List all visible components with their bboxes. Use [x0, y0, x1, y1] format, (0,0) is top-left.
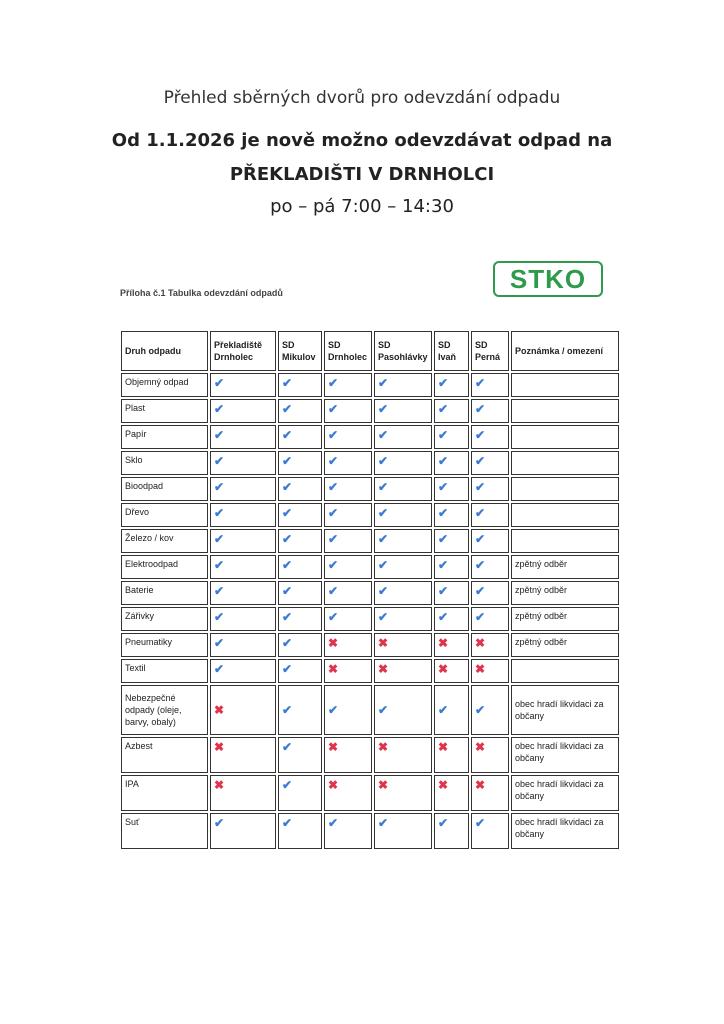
- checkmark-icon: ✔: [282, 506, 293, 520]
- availability-cell: [210, 529, 276, 553]
- header-cell: SD Ivaň: [434, 331, 469, 371]
- availability-cell: [210, 813, 276, 849]
- cross-icon: ✖: [378, 636, 389, 650]
- availability-cell: [434, 477, 469, 501]
- availability-cell: [434, 555, 469, 579]
- checkmark-icon: ✔: [475, 428, 486, 442]
- note-cell: zpětný odběr: [511, 555, 619, 579]
- checkmark-icon: ✔: [475, 454, 486, 468]
- availability-cell: [278, 581, 322, 605]
- cross-icon: ✖: [475, 662, 486, 676]
- availability-cell: [471, 581, 509, 605]
- checkmark-icon: ✔: [438, 584, 449, 598]
- table-row: [121, 813, 619, 849]
- availability-cell: [374, 425, 432, 449]
- cross-icon: ✖: [214, 778, 225, 792]
- checkmark-icon: ✔: [378, 610, 389, 624]
- checkmark-icon: ✔: [475, 558, 486, 572]
- cross-icon: ✖: [214, 740, 225, 754]
- checkmark-icon: ✔: [378, 454, 389, 468]
- availability-cell: [374, 373, 432, 397]
- waste-type-cell: Elektroodpad: [121, 555, 208, 579]
- checkmark-icon: ✔: [378, 480, 389, 494]
- availability-cell: [278, 425, 322, 449]
- checkmark-icon: ✔: [282, 703, 293, 717]
- availability-cell: [324, 813, 372, 849]
- availability-cell: [374, 775, 432, 811]
- checkmark-icon: ✔: [282, 428, 293, 442]
- waste-type-cell: Azbest: [121, 737, 208, 773]
- waste-type-cell: Papír: [121, 425, 208, 449]
- availability-cell: [434, 685, 469, 735]
- availability-cell: [324, 399, 372, 423]
- availability-cell: [471, 529, 509, 553]
- cross-icon: ✖: [438, 636, 449, 650]
- checkmark-icon: ✔: [214, 454, 225, 468]
- availability-cell: [471, 477, 509, 501]
- availability-cell: [210, 555, 276, 579]
- availability-cell: [374, 659, 432, 683]
- table-row: [121, 399, 619, 423]
- table-row: [121, 607, 619, 631]
- availability-cell: [278, 399, 322, 423]
- table-row: [121, 685, 619, 735]
- checkmark-icon: ✔: [475, 376, 486, 390]
- checkmark-icon: ✔: [214, 636, 225, 650]
- opening-hours: po – pá 7:00 – 14:30: [270, 196, 454, 217]
- availability-cell: [324, 373, 372, 397]
- note-cell: obec hradí likvidaci za občany: [511, 813, 619, 849]
- availability-cell: [210, 659, 276, 683]
- heading-line-1: Přehled sběrných dvorů pro odevzdání odpadu: [163, 88, 561, 108]
- availability-cell: [374, 529, 432, 553]
- cross-icon: ✖: [378, 778, 389, 792]
- stko-logo: STKO: [493, 261, 603, 297]
- waste-type-cell: Nebezpečné odpady (oleje, barvy, obaly): [121, 685, 208, 735]
- availability-cell: [278, 529, 322, 553]
- availability-cell: [210, 399, 276, 423]
- availability-cell: [278, 685, 322, 735]
- availability-cell: [278, 477, 322, 501]
- availability-cell: [434, 373, 469, 397]
- checkmark-icon: ✔: [214, 662, 225, 676]
- availability-cell: [374, 685, 432, 735]
- availability-cell: [324, 555, 372, 579]
- waste-type-cell: IPA: [121, 775, 208, 811]
- table-row: [121, 737, 619, 773]
- checkmark-icon: ✔: [282, 740, 293, 754]
- header-cell: SD Pasohlávky: [374, 331, 432, 371]
- availability-cell: [374, 737, 432, 773]
- availability-cell: [210, 581, 276, 605]
- availability-cell: [210, 425, 276, 449]
- availability-cell: [471, 685, 509, 735]
- note-cell: zpětný odběr: [511, 607, 619, 631]
- checkmark-icon: ✔: [438, 376, 449, 390]
- table-row: [121, 529, 619, 553]
- waste-table: [119, 329, 621, 851]
- attachment-label: Příloha č.1 Tabulka odevzdání odpadů: [120, 288, 283, 298]
- checkmark-icon: ✔: [328, 428, 339, 442]
- availability-cell: [434, 399, 469, 423]
- availability-cell: [471, 659, 509, 683]
- checkmark-icon: ✔: [214, 402, 225, 416]
- availability-cell: [434, 503, 469, 527]
- availability-cell: [324, 477, 372, 501]
- availability-cell: [324, 633, 372, 657]
- cross-icon: ✖: [438, 778, 449, 792]
- availability-cell: [324, 581, 372, 605]
- checkmark-icon: ✔: [475, 610, 486, 624]
- header-cell: Překladiště Drnholec: [210, 331, 276, 371]
- availability-cell: [434, 775, 469, 811]
- note-cell: obec hradí likvidaci za občany: [511, 775, 619, 811]
- heading-line-3: PŘEKLADIŠTI V DRNHOLCI: [229, 164, 495, 185]
- cross-icon: ✖: [328, 636, 339, 650]
- checkmark-icon: ✔: [328, 506, 339, 520]
- waste-type-cell: Plast: [121, 399, 208, 423]
- availability-cell: [210, 503, 276, 527]
- header-cell: SD Mikulov: [278, 331, 322, 371]
- checkmark-icon: ✔: [475, 506, 486, 520]
- availability-cell: [324, 425, 372, 449]
- availability-cell: [278, 503, 322, 527]
- checkmark-icon: ✔: [475, 402, 486, 416]
- cross-icon: ✖: [475, 636, 486, 650]
- checkmark-icon: ✔: [475, 532, 486, 546]
- cross-icon: ✖: [214, 703, 225, 717]
- availability-cell: [434, 659, 469, 683]
- checkmark-icon: ✔: [475, 703, 486, 717]
- checkmark-icon: ✔: [378, 376, 389, 390]
- availability-cell: [471, 451, 509, 475]
- table-row: [121, 373, 619, 397]
- checkmark-icon: ✔: [438, 428, 449, 442]
- availability-cell: [471, 399, 509, 423]
- note-cell: [511, 373, 619, 397]
- checkmark-icon: ✔: [438, 558, 449, 572]
- availability-cell: [278, 813, 322, 849]
- availability-cell: [434, 581, 469, 605]
- availability-cell: [324, 607, 372, 631]
- availability-cell: [324, 451, 372, 475]
- checkmark-icon: ✔: [214, 610, 225, 624]
- waste-type-cell: Objemný odpad: [121, 373, 208, 397]
- availability-cell: [210, 373, 276, 397]
- header-cell: Druh odpadu: [121, 331, 208, 371]
- note-cell: zpětný odběr: [511, 633, 619, 657]
- checkmark-icon: ✔: [475, 816, 486, 830]
- checkmark-icon: ✔: [378, 703, 389, 717]
- table-row: [121, 633, 619, 657]
- availability-cell: [324, 503, 372, 527]
- availability-cell: [210, 633, 276, 657]
- availability-cell: [374, 607, 432, 631]
- checkmark-icon: ✔: [282, 454, 293, 468]
- header-cell: Poznámka / omezení: [511, 331, 619, 371]
- availability-cell: [210, 451, 276, 475]
- checkmark-icon: ✔: [214, 428, 225, 442]
- checkmark-icon: ✔: [378, 402, 389, 416]
- availability-cell: [210, 685, 276, 735]
- cross-icon: ✖: [378, 662, 389, 676]
- waste-type-cell: Železo / kov: [121, 529, 208, 553]
- checkmark-icon: ✔: [328, 584, 339, 598]
- checkmark-icon: ✔: [438, 402, 449, 416]
- table-row: [121, 451, 619, 475]
- availability-cell: [374, 581, 432, 605]
- checkmark-icon: ✔: [438, 610, 449, 624]
- availability-cell: [324, 685, 372, 735]
- cross-icon: ✖: [378, 740, 389, 754]
- availability-cell: [210, 477, 276, 501]
- availability-cell: [374, 633, 432, 657]
- availability-cell: [278, 607, 322, 631]
- checkmark-icon: ✔: [328, 402, 339, 416]
- availability-cell: [471, 425, 509, 449]
- checkmark-icon: ✔: [328, 376, 339, 390]
- availability-cell: [278, 555, 322, 579]
- note-cell: [511, 399, 619, 423]
- checkmark-icon: ✔: [214, 558, 225, 572]
- checkmark-icon: ✔: [214, 816, 225, 830]
- availability-cell: [324, 659, 372, 683]
- availability-cell: [471, 813, 509, 849]
- checkmark-icon: ✔: [378, 816, 389, 830]
- checkmark-icon: ✔: [378, 532, 389, 546]
- checkmark-icon: ✔: [282, 662, 293, 676]
- availability-cell: [210, 737, 276, 773]
- cross-icon: ✖: [475, 778, 486, 792]
- availability-cell: [471, 555, 509, 579]
- note-cell: [511, 425, 619, 449]
- availability-cell: [324, 529, 372, 553]
- checkmark-icon: ✔: [328, 558, 339, 572]
- availability-cell: [434, 451, 469, 475]
- availability-cell: [434, 425, 469, 449]
- availability-cell: [434, 633, 469, 657]
- availability-cell: [278, 633, 322, 657]
- availability-cell: [374, 451, 432, 475]
- checkmark-icon: ✔: [328, 610, 339, 624]
- availability-cell: [471, 607, 509, 631]
- availability-cell: [434, 607, 469, 631]
- note-cell: obec hradí likvidaci za občany: [511, 737, 619, 773]
- checkmark-icon: ✔: [378, 506, 389, 520]
- availability-cell: [434, 737, 469, 773]
- waste-type-cell: Suť: [121, 813, 208, 849]
- table-body: [121, 373, 619, 849]
- checkmark-icon: ✔: [438, 454, 449, 468]
- availability-cell: [374, 555, 432, 579]
- header-cell: SD Drnholec: [324, 331, 372, 371]
- waste-type-cell: Textil: [121, 659, 208, 683]
- table-row: [121, 659, 619, 683]
- checkmark-icon: ✔: [214, 506, 225, 520]
- checkmark-icon: ✔: [214, 376, 225, 390]
- header-cell: SD Perná: [471, 331, 509, 371]
- availability-cell: [471, 737, 509, 773]
- cross-icon: ✖: [438, 740, 449, 754]
- checkmark-icon: ✔: [328, 816, 339, 830]
- note-cell: zpětný odběr: [511, 581, 619, 605]
- waste-type-cell: Bioodpad: [121, 477, 208, 501]
- cross-icon: ✖: [475, 740, 486, 754]
- availability-cell: [278, 775, 322, 811]
- availability-cell: [278, 737, 322, 773]
- table-row: [121, 425, 619, 449]
- checkmark-icon: ✔: [378, 428, 389, 442]
- waste-type-cell: Dřevo: [121, 503, 208, 527]
- note-cell: [511, 529, 619, 553]
- cross-icon: ✖: [328, 778, 339, 792]
- checkmark-icon: ✔: [282, 402, 293, 416]
- table-row: [121, 581, 619, 605]
- availability-cell: [324, 737, 372, 773]
- checkmark-icon: ✔: [438, 506, 449, 520]
- cross-icon: ✖: [328, 662, 339, 676]
- availability-cell: [374, 477, 432, 501]
- checkmark-icon: ✔: [214, 480, 225, 494]
- availability-cell: [471, 633, 509, 657]
- checkmark-icon: ✔: [282, 558, 293, 572]
- waste-type-cell: Pneumatiky: [121, 633, 208, 657]
- table-header-row: [121, 331, 619, 371]
- checkmark-icon: ✔: [475, 480, 486, 494]
- table-row: [121, 503, 619, 527]
- note-cell: [511, 503, 619, 527]
- note-cell: obec hradí likvidaci za občany: [511, 685, 619, 735]
- checkmark-icon: ✔: [282, 376, 293, 390]
- availability-cell: [278, 373, 322, 397]
- cross-icon: ✖: [438, 662, 449, 676]
- availability-cell: [374, 399, 432, 423]
- checkmark-icon: ✔: [438, 480, 449, 494]
- note-cell: [511, 659, 619, 683]
- waste-type-cell: Baterie: [121, 581, 208, 605]
- checkmark-icon: ✔: [282, 636, 293, 650]
- heading-line-2: Od 1.1.2026 je nově možno odevzdávat odpad na: [111, 130, 613, 151]
- checkmark-icon: ✔: [378, 558, 389, 572]
- checkmark-icon: ✔: [282, 610, 293, 624]
- checkmark-icon: ✔: [378, 584, 389, 598]
- checkmark-icon: ✔: [282, 532, 293, 546]
- checkmark-icon: ✔: [282, 584, 293, 598]
- cross-icon: ✖: [328, 740, 339, 754]
- availability-cell: [471, 373, 509, 397]
- table-row: [121, 555, 619, 579]
- checkmark-icon: ✔: [282, 778, 293, 792]
- availability-cell: [278, 659, 322, 683]
- checkmark-icon: ✔: [282, 480, 293, 494]
- note-cell: [511, 477, 619, 501]
- availability-cell: [210, 607, 276, 631]
- waste-type-cell: Zářivky: [121, 607, 208, 631]
- availability-cell: [471, 503, 509, 527]
- note-cell: [511, 451, 619, 475]
- availability-cell: [374, 503, 432, 527]
- checkmark-icon: ✔: [438, 703, 449, 717]
- checkmark-icon: ✔: [328, 703, 339, 717]
- checkmark-icon: ✔: [214, 584, 225, 598]
- checkmark-icon: ✔: [214, 532, 225, 546]
- checkmark-icon: ✔: [475, 584, 486, 598]
- availability-cell: [324, 775, 372, 811]
- availability-cell: [471, 775, 509, 811]
- availability-cell: [210, 775, 276, 811]
- checkmark-icon: ✔: [438, 816, 449, 830]
- availability-cell: [434, 813, 469, 849]
- availability-cell: [434, 529, 469, 553]
- checkmark-icon: ✔: [282, 816, 293, 830]
- checkmark-icon: ✔: [328, 454, 339, 468]
- table-row: [121, 477, 619, 501]
- availability-cell: [374, 813, 432, 849]
- waste-type-cell: Sklo: [121, 451, 208, 475]
- checkmark-icon: ✔: [438, 532, 449, 546]
- checkmark-icon: ✔: [328, 480, 339, 494]
- availability-cell: [278, 451, 322, 475]
- checkmark-icon: ✔: [328, 532, 339, 546]
- table-row: [121, 775, 619, 811]
